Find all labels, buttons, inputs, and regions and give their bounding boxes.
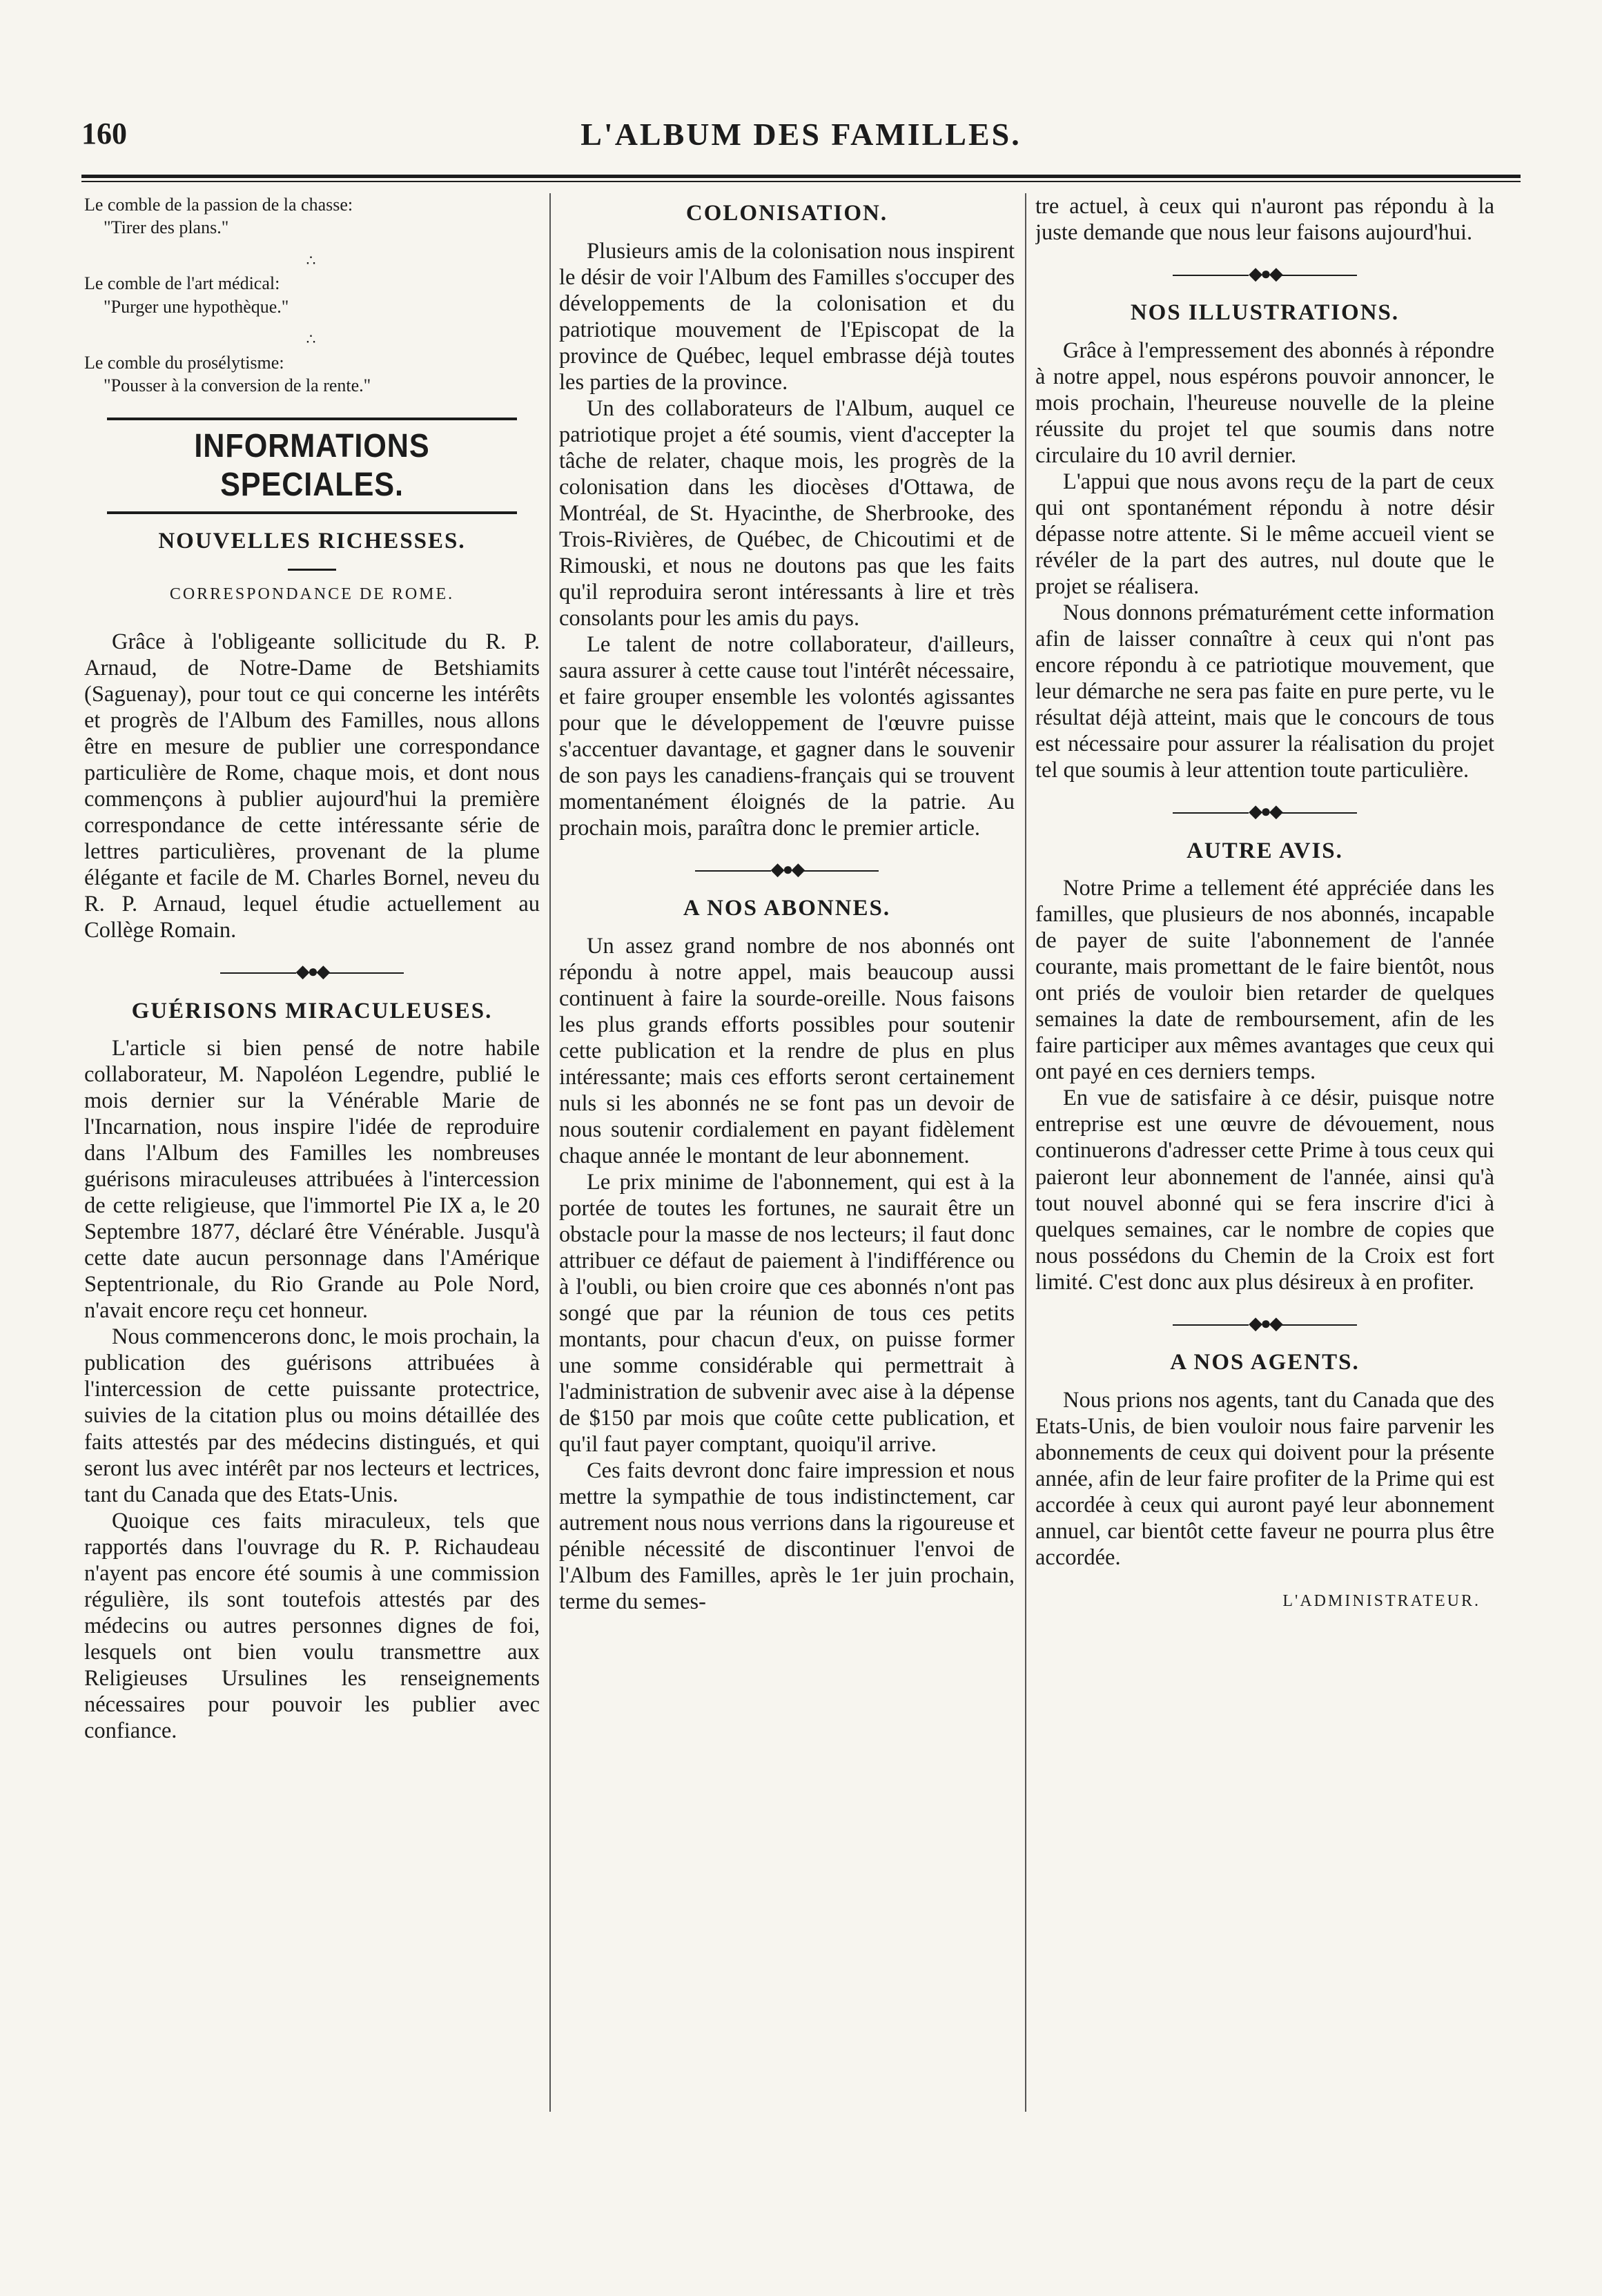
column-middle	[559, 193, 1015, 2112]
paragraph: Le prix minime de l'abonnement, qui est à la portée de toutes les fortunes, ne saurait être un obstacle pour la masse de nos lecteurs; il faut donc attribuer ce défaut de paiement à l'indifférence ou à l'oubli, ou bien croire que ces abonnés n'ont pas songé que par la réunion de tous ces petits montants, pour chacun d'eux, on puisse former une somme considérable qui permettrait à l'administration de subvenir avec aise à la dépense de $150 par mois que coûte cette publication, et qu'il faut payer comptant, quoiqu'il arrive.	[559, 1170, 1015, 1458]
dash-rule	[288, 569, 336, 571]
ornament-divider: ◆●◆	[1035, 1313, 1494, 1334]
asterism: ∴	[306, 251, 318, 269]
correspondence-subheading: CORRESPONDANCE DE ROME.	[169, 585, 455, 603]
header-rule	[81, 175, 1521, 178]
page-number: 160	[81, 117, 127, 150]
maxim	[84, 193, 540, 239]
paragraph: L'article si bien pensé de notre habile collaborateur, M. Napoléon Legendre, publié le mois dernier sur la Vénérable Marie de l'Incarnation, nous inspire l'idée de reproduire dans l'Album des Familles les nombreuses guérisons miraculeuses attribuées à l'intercession de cette religieuse, que l'immortel Pie IX a, le 20 Septembre 1877, déclaré être Vénérable. Jusqu'à cette date aucun personnage dans l'Amérique Septentrionale, du Rio Grande au Pole Nord, n'avait encore reçu cet honneur.	[84, 1036, 540, 1324]
section-banner: INFORMATIONS SPECIALES.	[107, 418, 517, 514]
section-heading: A NOS ABONNES.	[683, 896, 891, 921]
paragraph: Le talent de notre collaborateur, d'ailleurs, saura assurer à cette cause tout l'intérêt nécessaire, et faire grouper ensemble les volontés agissantes pour que le développement de l'œuvre puisse s'accentuer davantage, et gagner dans le souvenir de son pays les canadiens-français qui se trouvent momentanément éloignés de la patrie. Au prochain mois, paraîtra donc le premier article.	[559, 631, 1015, 841]
section-heading: NOS ILLUSTRATIONS.	[1130, 300, 1400, 326]
paragraph: Notre Prime a tellement été appréciée dans les familles, que plusieurs de nos abonnés, incapable de payer de suite l'abonnement de l'année courante, mais promettant de le faire bientôt, nous ont priés de vouloir bien retarder de quelques semaines la date de remboursement, afin de les faire participer aux mêmes avantages que ceux qui ont payé en ces derniers temps.	[1035, 876, 1494, 1085]
paragraph: Nous donnons prématurément cette information afin de laisser connaître à ceux qui n'ont pas encore répondu à ce patriotique mouvement, que leur démarche ne sera pas faite en pure perte, vu le résultat déjà atteint, mais que le concours de tous est nécessaire pour assurer la réalisation du projet tel que soumis à leur attention toute particulière.	[1035, 600, 1494, 783]
ornament-divider: ◆●◆	[1035, 264, 1494, 284]
column-right	[1035, 193, 1494, 2112]
maxim-text: "Tirer des plans."	[104, 217, 229, 238]
maxim	[84, 351, 540, 398]
column-divider	[1025, 193, 1026, 2112]
page-header	[81, 116, 1521, 164]
section-heading: GUÉRISONS MIRACULEUSES.	[131, 998, 493, 1023]
paragraph: Un des collaborateurs de l'Album, auquel ce patriotique projet a été soumis, vient d'accepter la tâche de relater, chaque mois, les progrès de la colonisation dans les diocèses d'Ottawa, de Montréal, de St. Hyacinthe, de Sherbrooke, des Trois-Rivières, de Québec, de Chicoutimi et de Rimouski, et nous ne doutons pas que les faits qu'il reproduira seront intéressants à lire et très consolants pour les amis du pays.	[559, 395, 1015, 631]
section-heading: NOUVELLES RICHESSES.	[158, 529, 466, 554]
paragraph: Ces faits devront donc faire impression et nous mettre la sympathie de tous indistinctement, car autrement nous nous verrions dans la rigoureuse et pénible nécessité de discontinuer l'envoi de l'Album des Familles, après le 1er juin prochain, terme du semes-	[559, 1458, 1015, 1615]
asterism: ∴	[306, 330, 318, 348]
maxim-text: "Purger une hypothèque."	[104, 296, 289, 317]
paragraph: Nous commencerons donc, le mois prochain, la publication des guérisons attribuées à l'intercession de cette puissante protectrice, suivies de la citation plus ou moins détaillée des faits attestés par des médecins distingués, et qui seront lus avec intérêt par nos lecteurs et lectrices, tant du Canada que des Etats-Unis.	[84, 1324, 540, 1507]
paragraph: En vue de satisfaire à ce désir, puisque notre entreprise est une œuvre de dévouement, nous continuerons d'adresser cette Prime à tous ceux qui paieront leur abonnement de l'année, ainsi qu'à tout nouvel abonné qui se fera inscrire d'ici à quelques semaines, car le nombre de copies que nous possédons du Chemin de la Croix est fort limité. C'est donc aux plus désireux à en profiter.	[1035, 1086, 1494, 1295]
maxim-title: Le comble de la passion de la chasse:	[84, 195, 353, 215]
paragraph: Grâce à l'empressement des abonnés à répondre à notre appel, nous espérons pouvoir annoncer, le mois prochain, l'heureuse nouvelle de la pleine réussite du projet tel que soumis dans notre circulaire du 10 avril dernier.	[1035, 338, 1494, 469]
maxim	[84, 272, 540, 318]
running-title: L'ALBUM DES FAMILLES.	[580, 117, 1022, 152]
ornament-divider: ◆●◆	[559, 859, 1015, 880]
maxim-title: Le comble du prosélytisme:	[84, 352, 284, 373]
maxim-text: "Pousser à la conversion de la rente."	[104, 375, 371, 395]
maxim-title: Le comble de l'art médical:	[84, 273, 280, 294]
section-heading: A NOS AGENTS.	[1170, 1349, 1360, 1375]
paragraph: Un assez grand nombre de nos abonnés ont répondu à notre appel, mais beaucoup aussi continuent à faire la sourde-oreille. Nous faisons les plus grands efforts possibles pour soutenir cette publication et la rendre de plus en plus intéressante; mais ces efforts seront certainement nuls si les abonnés ne se font pas un devoir de nous soutenir cordialement en payant fidèlement chaque année le montant de leur abonnement.	[559, 933, 1015, 1169]
section-heading: COLONISATION.	[685, 201, 888, 226]
paragraph: Grâce à l'obligeante sollicitude du R. P. Arnaud, de Notre-Dame de Betshiamits (Saguenay), pour tout ce qui concerne les intérêts et progrès de l'Album des Familles, nous allons être en mesure de publier une correspondance particulière de Rome, chaque mois, et dont nous commençons à publier aujourd'hui la première correspondance de cette intéressante série de lettres particulières, provenant de la plume élégante et facile de M. Charles Bornel, neveu du R. P. Arnaud, lequel étudie actuellement au Collège Romain.	[84, 629, 540, 943]
header-rule-thin	[81, 181, 1521, 182]
paragraph: Nous prions nos agents, tant du Canada que des Etats-Unis, de bien vouloir nous faire parvenir les abonnements de ceux qui doivent pour la présente année, afin de leur faire profiter de la Prime qui est accordée à ceux qui auront payé leur abonnement annuel, car bientôt cette faveur ne pourra plus être accordée.	[1035, 1387, 1494, 1570]
ornament-divider: ◆●◆	[84, 961, 540, 982]
paragraph-continued: tre actuel, à ceux qui n'auront pas répondu à la juste demande que nous leur faisons aujourd'hui.	[1035, 194, 1494, 246]
ornament-divider: ◆●◆	[1035, 801, 1494, 822]
section-heading: AUTRE AVIS.	[1186, 838, 1343, 863]
column-divider	[549, 193, 551, 2112]
paragraph: Plusieurs amis de la colonisation nous inspirent le désir de voir l'Album des Familles s'occuper des développements de la colonisation et du patriotique mouvement de l'Episcopat de la province de Québec, lequel embrasse déjà toutes les parties de la province.	[559, 238, 1015, 395]
signature: L'ADMINISTRATEUR.	[1282, 1591, 1481, 1610]
paragraph: L'appui que nous avons reçu de la part de ceux qui ont spontanément répondu à notre désir dépasse notre attente. Si le même accueil vient se révéler de la part des autres, nul doute que le projet se réalisera.	[1035, 469, 1494, 600]
paragraph: Quoique ces faits miraculeux, tels que rapportés dans l'ouvrage du R. P. Richaudeau n'ayent pas encore été soumis à une commission régulière, ils sont toutefois attestés par des médecins ou autres personnes dignes de foi, lesquels ont bien voulu transmettre aux Religieuses Ursulines les renseignements nécessaires pour pouvoir les publier avec confiance.	[84, 1508, 540, 1743]
column-left	[84, 193, 540, 2112]
